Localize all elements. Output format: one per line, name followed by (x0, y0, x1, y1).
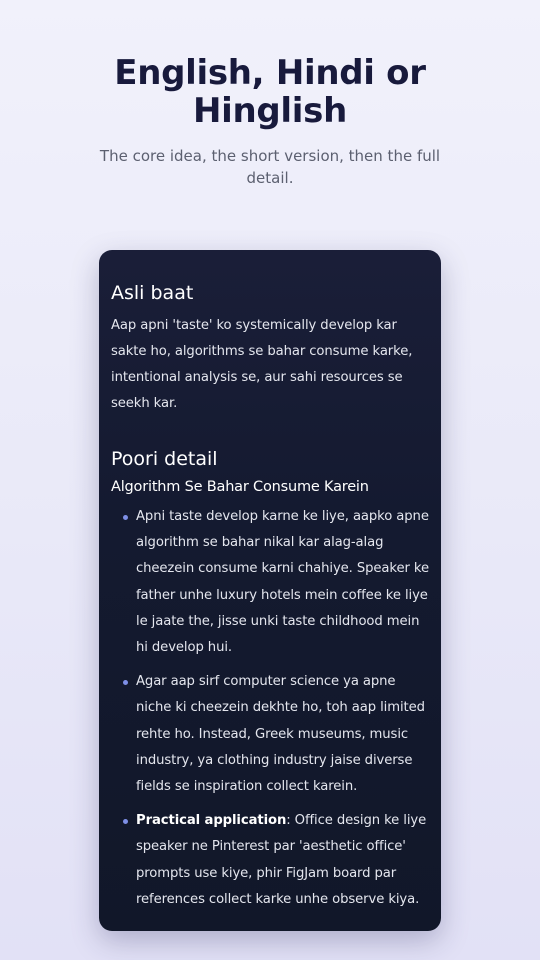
page-title: English, Hindi or Hinglish (114, 53, 426, 131)
detail-subheading: Algorithm Se Bahar Consume Karein (111, 479, 369, 495)
bullet-text: Agar aap sirf computer science ya apne niche ki cheezein dekhte ho, toh aap limited rehte ho. Instead, Greek museums, music industry, ya clothing industry jaise diverse fields se inspiration collect karein. (136, 674, 425, 795)
summary-body: Aap apni 'taste' ko systemically develop kar sakte ho, algorithms se bahar consume karke, intentional analysis se, aur sahi resources se seekh kar. (111, 318, 413, 411)
bullet-text: Apni taste develop karne ke liye, aapko apne algorithm se bahar nikal kar alag-alag cheezein consume karni chahiye. Speaker ke father unhe luxury hotels mein coffee ke liye le jaate the, jisse unki taste childhood mein hi develop hui. (136, 509, 429, 656)
detail-bullet-2 (111, 669, 429, 800)
detail-bullet-3 (111, 808, 429, 913)
bullet-strong-label: Practical application (136, 813, 287, 829)
summary-heading: Asli baat (111, 282, 194, 304)
summary-card (99, 250, 441, 931)
detail-bullet-1 (111, 504, 429, 661)
bullet-dot-icon (123, 680, 128, 685)
bullet-text: : Office design ke liye speaker ne Pinterest par 'aesthetic office' prompts use kiye, phir FigJam board par references collect karke unhe observe kiya. (136, 813, 427, 907)
bullet-dot-icon (123, 819, 128, 824)
page-subtitle: The core idea, the short version, then the full detail. (99, 147, 441, 187)
detail-heading: Poori detail (111, 448, 218, 470)
bullet-dot-icon (123, 515, 128, 520)
detail-bullet-list (111, 504, 429, 913)
